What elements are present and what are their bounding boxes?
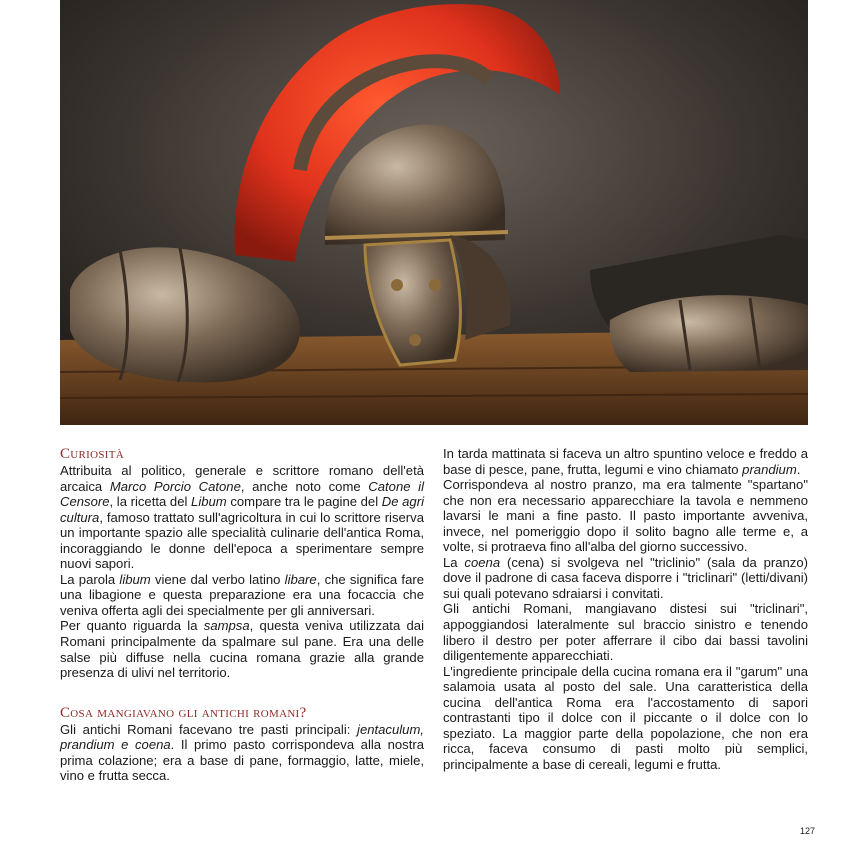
paragraph-sampsa: Per quanto riguarda la sampsa, questa veniva utilizzata dai Romani principalmente da spalmare sul pane. Era una delle salse più diffuse nella cucina romana grazie alla grande presenza di ulivi nel territorio. xyxy=(60,618,424,681)
heading-curiosita: Curiosità xyxy=(60,446,125,462)
left-column xyxy=(60,446,424,784)
roman-helmet-photo xyxy=(60,0,808,425)
paragraph-prandium: In tarda mattinata si faceva un altro spuntino veloce e freddo a base di pesce, pane, frutta, legumi e vino chiamato prandium. xyxy=(443,446,808,477)
paragraph-libum-word: La parola libum viene dal verbo latino libare, che significa fare una libagione e questa preparazione era una focaccia che veniva offerta agli dei specialmente per gli anniversari. xyxy=(60,571,424,618)
paragraph-tre-pasti: Gli antichi Romani facevano tre pasti principali: jentaculum, prandium e coena. Il primo pasto corrispondeva alla nostra prima colazione; era a base di pane, formaggio, latte, miele, vino e frutta secca. xyxy=(60,721,424,784)
paragraph-garum: L'ingrediente principale della cucina romana era il "garum" una salamoia usata al posto del sale. Una caratteristica della cucina dell'antica Roma era l'accostamento di sapori contrastanti tipo il dolce con il piccante o il dolce con lo speziato. La maggior parte della popolazione, che non era ricca, faceva consumo di pasti molto più semplici, principalmente a base di cereali, legumi e frutta. xyxy=(443,663,808,772)
heading-cosa-mangiavano: Cosa mangiavano gli antichi romani? xyxy=(60,704,307,721)
right-column xyxy=(443,446,808,772)
paragraph-libum-origin: Attribuita al politico, generale e scrittore romano dell'età arcaica Marco Porcio Catone, anche noto come Catone il Censore, la ricetta del Libum compare tra le pagine del De agri cultura, famoso trattato sull'agricoltura in cui lo scrittore riserva un importante spazio alle specialità culinarie dell'antica Roma, incoraggiando le donne dell'epoca a sperimentare sempre nuovi sapori. xyxy=(60,463,424,572)
paragraph-triclinari: Gli antichi Romani, mangiavano distesi sui "triclinari", appoggiandosi lateralmente sul braccio sinistro e tenendo libero il destro per poter afferrare il cibo dai bassi tavolini diligentemente apparecchiati. xyxy=(443,601,808,664)
paragraph-pranzo: Corrispondeva al nostro pranzo, ma era talmente "spartano" che non era necessario apparecchiare la tavola e nemmeno lavarsi le mani a fine pasto. Il pasto importante avveniva, invece, nel pomeriggio dopo il solito bagno alle terme e, a volte, si protraeva fino all'alba del giorno successivo. xyxy=(443,477,808,555)
page-number: 127 xyxy=(800,826,816,836)
paragraph-coena: La coena (cena) si svolgeva nel "triclinio" (sala da pranzo) dove il padrone di casa faceva disporre i "triclinari" (letti/divani) sui quali potevano sdraiarsi i convitati. xyxy=(443,554,808,601)
